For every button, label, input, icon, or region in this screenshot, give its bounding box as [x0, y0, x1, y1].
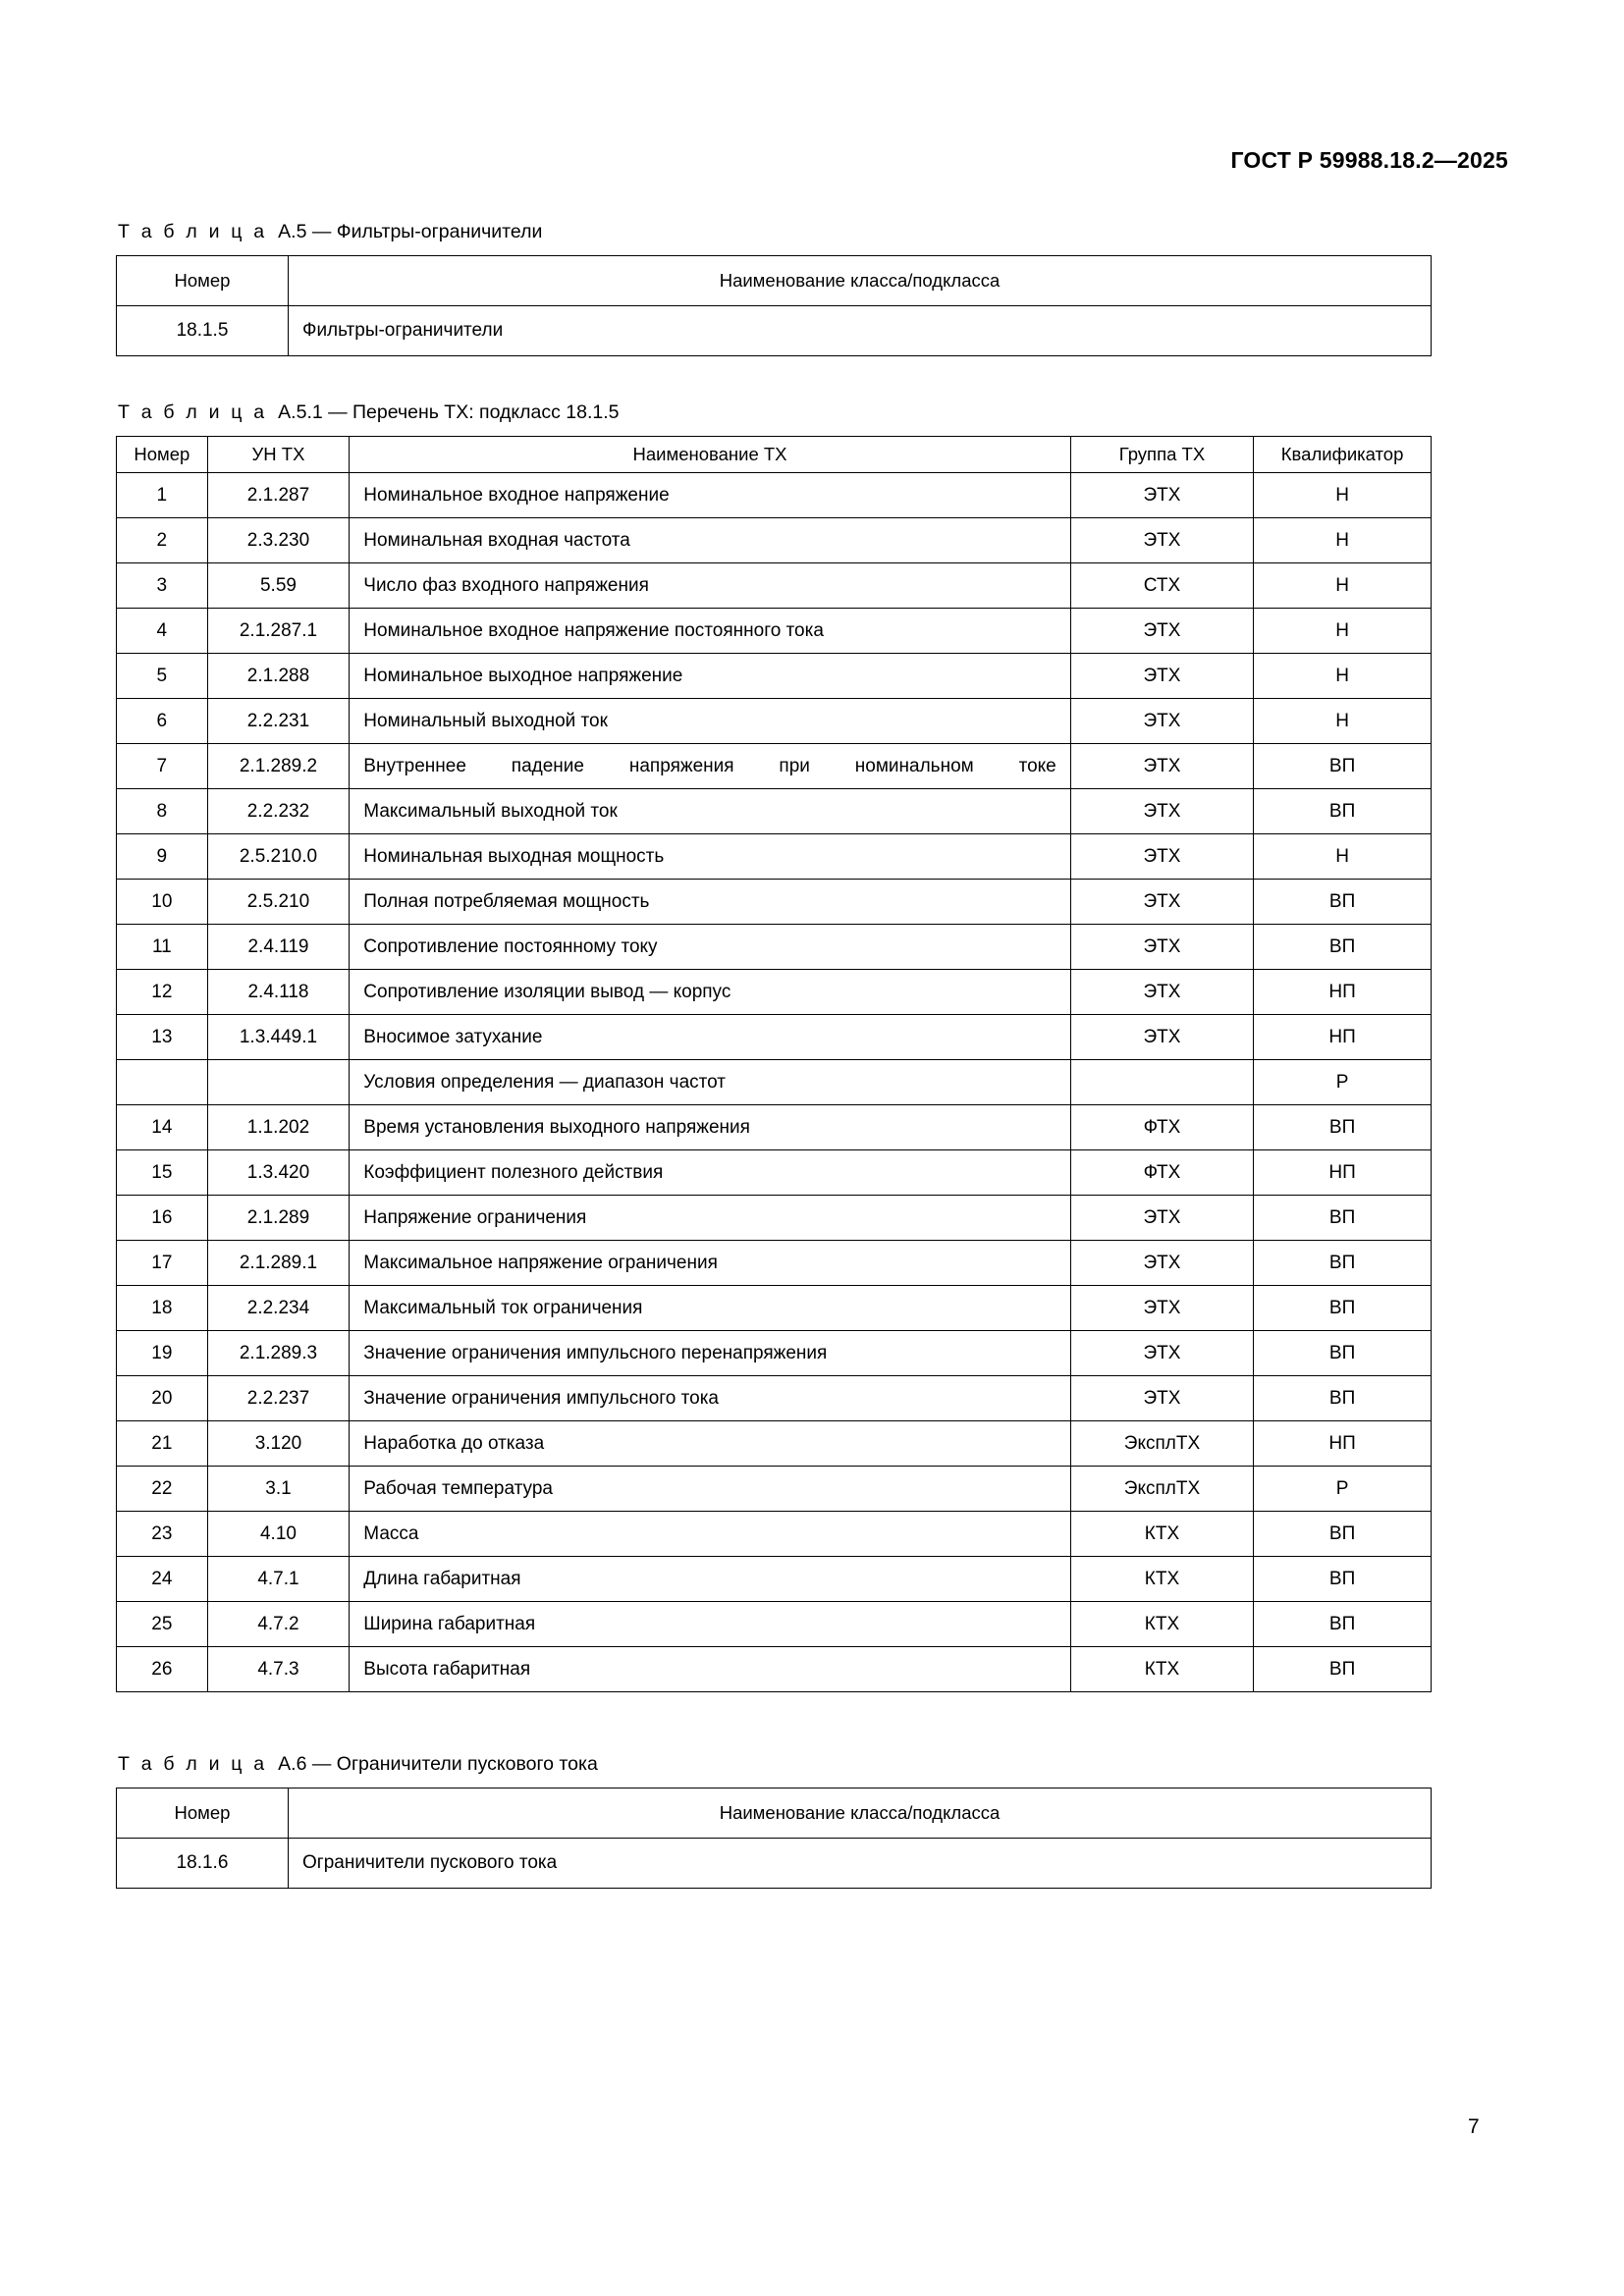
cell-qualifier: ВП: [1254, 1196, 1432, 1241]
cell-number: 18.1.6: [117, 1839, 289, 1889]
cell-qualifier: Н: [1254, 518, 1432, 563]
table-caption-prefix: Т а б л и ц а: [118, 1753, 268, 1775]
cell-number: 15: [117, 1150, 208, 1196]
table-caption-a5: [118, 221, 1508, 243]
column-header-qualifier: Квалификатор: [1254, 437, 1432, 473]
cell-number: 25: [117, 1602, 208, 1647]
cell-tx-group: ЭТХ: [1070, 1015, 1253, 1060]
cell-class-name: Фильтры-ограничители: [289, 306, 1432, 356]
cell-un-tx: 1.1.202: [207, 1105, 350, 1150]
cell-number: 12: [117, 970, 208, 1015]
cell-qualifier: ВП: [1254, 925, 1432, 970]
cell-tx-name: Внутреннее падение напряжения при номинальном токе: [350, 744, 1070, 789]
cell-un-tx: 5.59: [207, 563, 350, 609]
table-row: [117, 880, 1432, 925]
column-header-un-tx: УН ТХ: [207, 437, 350, 473]
cell-un-tx: 2.5.210: [207, 880, 350, 925]
cell-tx-group: КТХ: [1070, 1602, 1253, 1647]
cell-tx-group: ЭТХ: [1070, 518, 1253, 563]
table-row: [117, 1286, 1432, 1331]
cell-tx-name: Наработка до отказа: [350, 1421, 1070, 1467]
cell-tx-group: ЭТХ: [1070, 880, 1253, 925]
cell-number: 4: [117, 609, 208, 654]
table-a6: [116, 1788, 1432, 1889]
cell-tx-name: Масса: [350, 1512, 1070, 1557]
cell-qualifier: ВП: [1254, 1105, 1432, 1150]
cell-tx-group: КТХ: [1070, 1647, 1253, 1692]
table-header-row: [117, 256, 1432, 306]
cell-tx-name: Условия определения — диапазон частот: [350, 1060, 1070, 1105]
cell-qualifier: ВП: [1254, 1376, 1432, 1421]
cell-tx-name: Номинальная входная частота: [350, 518, 1070, 563]
cell-qualifier: ВП: [1254, 1241, 1432, 1286]
table-caption-prefix: Т а б л и ц а: [118, 221, 268, 242]
cell-tx-group: ЭТХ: [1070, 1196, 1253, 1241]
table-row: [117, 1015, 1432, 1060]
cell-un-tx: [207, 1060, 350, 1105]
table-row: [117, 925, 1432, 970]
cell-qualifier: ВП: [1254, 1286, 1432, 1331]
cell-tx-group: ЭТХ: [1070, 473, 1253, 518]
cell-number: 13: [117, 1015, 208, 1060]
cell-number: 14: [117, 1105, 208, 1150]
cell-un-tx: 2.4.118: [207, 970, 350, 1015]
table-caption-text: А.6 — Ограничители пускового тока: [278, 1753, 598, 1775]
cell-un-tx: 2.1.289: [207, 1196, 350, 1241]
cell-tx-name: Значение ограничения импульсного перенапряжения: [350, 1331, 1070, 1376]
cell-class-name: Ограничители пускового тока: [289, 1839, 1432, 1889]
cell-tx-group: ЭТХ: [1070, 1286, 1253, 1331]
cell-un-tx: 2.1.287: [207, 473, 350, 518]
cell-tx-group: ЭТХ: [1070, 1241, 1253, 1286]
cell-qualifier: ВП: [1254, 880, 1432, 925]
cell-tx-name: Сопротивление изоляции вывод — корпус: [350, 970, 1070, 1015]
cell-un-tx: 2.4.119: [207, 925, 350, 970]
cell-number: 20: [117, 1376, 208, 1421]
cell-number: 11: [117, 925, 208, 970]
table-row: [117, 699, 1432, 744]
cell-qualifier: Н: [1254, 654, 1432, 699]
cell-number: 9: [117, 834, 208, 880]
cell-tx-name: Число фаз входного напряжения: [350, 563, 1070, 609]
cell-number: 10: [117, 880, 208, 925]
cell-number: 16: [117, 1196, 208, 1241]
cell-tx-name: Ширина габаритная: [350, 1602, 1070, 1647]
cell-qualifier: Н: [1254, 699, 1432, 744]
table-row: [117, 1512, 1432, 1557]
cell-tx-name: Номинальный выходной ток: [350, 699, 1070, 744]
table-row: [117, 1060, 1432, 1105]
table-caption-text: А.5.1 — Перечень ТХ: подкласс 18.1.5: [278, 401, 620, 423]
cell-number: 6: [117, 699, 208, 744]
cell-number: 3: [117, 563, 208, 609]
table-row: [117, 1105, 1432, 1150]
cell-tx-group: ЭксплТХ: [1070, 1421, 1253, 1467]
cell-number: 23: [117, 1512, 208, 1557]
cell-un-tx: 2.1.288: [207, 654, 350, 699]
cell-un-tx: 3.1: [207, 1467, 350, 1512]
cell-un-tx: 4.7.1: [207, 1557, 350, 1602]
cell-number: 24: [117, 1557, 208, 1602]
cell-un-tx: 2.2.232: [207, 789, 350, 834]
cell-qualifier: НП: [1254, 970, 1432, 1015]
cell-tx-name: Полная потребляемая мощность: [350, 880, 1070, 925]
cell-tx-name: Номинальное выходное напряжение: [350, 654, 1070, 699]
cell-number: [117, 1060, 208, 1105]
cell-number: 18.1.5: [117, 306, 289, 356]
cell-number: 17: [117, 1241, 208, 1286]
page-number: 7: [1468, 2115, 1480, 2138]
cell-qualifier: ВП: [1254, 1331, 1432, 1376]
page-header: ГОСТ Р 59988.18.2—2025: [1230, 147, 1508, 173]
cell-number: 21: [117, 1421, 208, 1467]
cell-tx-group: КТХ: [1070, 1557, 1253, 1602]
cell-tx-group: ЭТХ: [1070, 925, 1253, 970]
cell-tx-group: ФТХ: [1070, 1105, 1253, 1150]
table-row: [117, 654, 1432, 699]
cell-tx-name: Максимальный ток ограничения: [350, 1286, 1070, 1331]
table-caption-a6: [118, 1753, 1508, 1776]
table-caption-a51: [118, 401, 1508, 424]
cell-tx-name: Номинальное входное напряжение постоянного тока: [350, 609, 1070, 654]
cell-tx-group: ЭТХ: [1070, 744, 1253, 789]
column-header-class-name: Наименование класса/подкласса: [289, 1789, 1432, 1839]
page-content: [116, 221, 1508, 1889]
table-row: [117, 1241, 1432, 1286]
cell-un-tx: 4.10: [207, 1512, 350, 1557]
table-row: [117, 834, 1432, 880]
cell-tx-group: ЭТХ: [1070, 699, 1253, 744]
table-caption-text: А.5 — Фильтры-ограничители: [278, 221, 543, 242]
table-row: [117, 1467, 1432, 1512]
cell-qualifier: ВП: [1254, 789, 1432, 834]
table-row: [117, 609, 1432, 654]
cell-un-tx: 2.1.289.3: [207, 1331, 350, 1376]
column-header-number: Номер: [117, 437, 208, 473]
cell-qualifier: ВП: [1254, 744, 1432, 789]
cell-un-tx: 2.1.287.1: [207, 609, 350, 654]
cell-qualifier: НП: [1254, 1015, 1432, 1060]
cell-tx-group: ФТХ: [1070, 1150, 1253, 1196]
cell-un-tx: 4.7.2: [207, 1602, 350, 1647]
cell-number: 2: [117, 518, 208, 563]
cell-tx-name: Значение ограничения импульсного тока: [350, 1376, 1070, 1421]
cell-un-tx: 2.1.289.1: [207, 1241, 350, 1286]
table-a5: [116, 255, 1432, 356]
table-row: [117, 1150, 1432, 1196]
table-caption-prefix: Т а б л и ц а: [118, 401, 268, 423]
cell-tx-group: СТХ: [1070, 563, 1253, 609]
cell-tx-group: ЭксплТХ: [1070, 1467, 1253, 1512]
table-row: [117, 1839, 1432, 1889]
cell-number: 8: [117, 789, 208, 834]
cell-number: 18: [117, 1286, 208, 1331]
cell-tx-group: ЭТХ: [1070, 609, 1253, 654]
cell-tx-name: Высота габаритная: [350, 1647, 1070, 1692]
cell-tx-name: Длина габаритная: [350, 1557, 1070, 1602]
cell-qualifier: ВП: [1254, 1602, 1432, 1647]
cell-tx-group: ЭТХ: [1070, 1331, 1253, 1376]
cell-tx-name: Рабочая температура: [350, 1467, 1070, 1512]
table-header-row: [117, 437, 1432, 473]
table-header-row: [117, 1789, 1432, 1839]
table-row: [117, 1647, 1432, 1692]
table-row: [117, 1557, 1432, 1602]
cell-un-tx: 2.5.210.0: [207, 834, 350, 880]
cell-tx-name: Максимальное напряжение ограничения: [350, 1241, 1070, 1286]
cell-tx-group: ЭТХ: [1070, 654, 1253, 699]
column-header-number: Номер: [117, 256, 289, 306]
cell-un-tx: 1.3.449.1: [207, 1015, 350, 1060]
cell-tx-name: Напряжение ограничения: [350, 1196, 1070, 1241]
table-row: [117, 1196, 1432, 1241]
cell-un-tx: 4.7.3: [207, 1647, 350, 1692]
cell-tx-group: ЭТХ: [1070, 970, 1253, 1015]
cell-un-tx: 2.1.289.2: [207, 744, 350, 789]
cell-un-tx: 3.120: [207, 1421, 350, 1467]
cell-tx-group: ЭТХ: [1070, 789, 1253, 834]
cell-tx-name: Сопротивление постоянному току: [350, 925, 1070, 970]
cell-un-tx: 2.3.230: [207, 518, 350, 563]
cell-number: 5: [117, 654, 208, 699]
table-row: [117, 970, 1432, 1015]
cell-un-tx: 2.2.234: [207, 1286, 350, 1331]
cell-qualifier: Н: [1254, 834, 1432, 880]
table-row: [117, 789, 1432, 834]
cell-qualifier: ВП: [1254, 1557, 1432, 1602]
cell-qualifier: Р: [1254, 1467, 1432, 1512]
cell-tx-group: КТХ: [1070, 1512, 1253, 1557]
table-row: [117, 1602, 1432, 1647]
cell-number: 7: [117, 744, 208, 789]
table-row: [117, 473, 1432, 518]
cell-un-tx: 2.2.237: [207, 1376, 350, 1421]
cell-tx-name: Номинальное входное напряжение: [350, 473, 1070, 518]
cell-number: 26: [117, 1647, 208, 1692]
cell-tx-group: ЭТХ: [1070, 834, 1253, 880]
table-a51: [116, 436, 1432, 1692]
column-header-number: Номер: [117, 1789, 289, 1839]
cell-qualifier: Н: [1254, 473, 1432, 518]
table-row: [117, 563, 1432, 609]
column-header-tx-group: Группа ТХ: [1070, 437, 1253, 473]
cell-qualifier: Н: [1254, 609, 1432, 654]
table-row: [117, 744, 1432, 789]
column-header-class-name: Наименование класса/подкласса: [289, 256, 1432, 306]
table-row: [117, 1331, 1432, 1376]
cell-qualifier: ВП: [1254, 1512, 1432, 1557]
cell-tx-name: Номинальная выходная мощность: [350, 834, 1070, 880]
column-header-tx-name: Наименование ТХ: [350, 437, 1070, 473]
cell-qualifier: Н: [1254, 563, 1432, 609]
cell-tx-name: Время установления выходного напряжения: [350, 1105, 1070, 1150]
table-row: [117, 518, 1432, 563]
cell-qualifier: ВП: [1254, 1647, 1432, 1692]
cell-tx-group: [1070, 1060, 1253, 1105]
cell-number: 22: [117, 1467, 208, 1512]
cell-tx-group: ЭТХ: [1070, 1376, 1253, 1421]
cell-qualifier: НП: [1254, 1150, 1432, 1196]
table-row: [117, 1376, 1432, 1421]
cell-number: 1: [117, 473, 208, 518]
cell-qualifier: НП: [1254, 1421, 1432, 1467]
cell-tx-name: Максимальный выходной ток: [350, 789, 1070, 834]
cell-number: 19: [117, 1331, 208, 1376]
cell-tx-name: Вносимое затухание: [350, 1015, 1070, 1060]
table-row: [117, 306, 1432, 356]
cell-tx-name: Коэффициент полезного действия: [350, 1150, 1070, 1196]
table-row: [117, 1421, 1432, 1467]
cell-un-tx: 1.3.420: [207, 1150, 350, 1196]
cell-un-tx: 2.2.231: [207, 699, 350, 744]
cell-qualifier: Р: [1254, 1060, 1432, 1105]
